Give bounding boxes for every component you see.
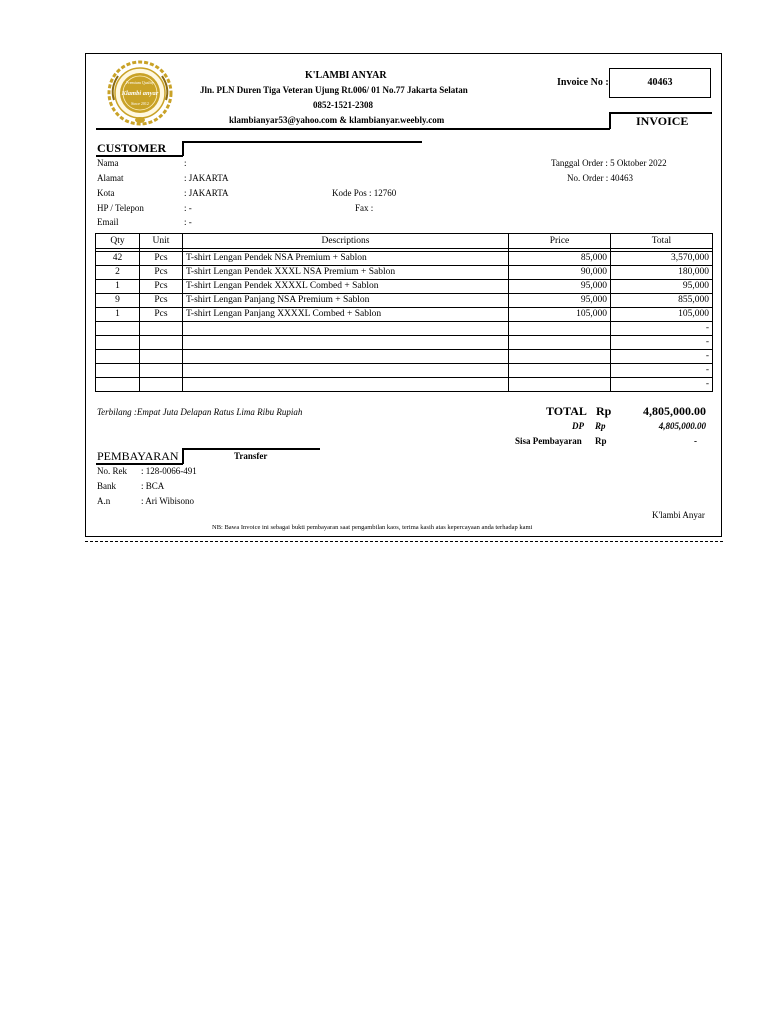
customer-email-value: : - (184, 217, 192, 227)
cell-unit (140, 364, 183, 378)
cell-price: 105,000 (509, 308, 611, 322)
table-header-row (96, 234, 713, 249)
total-rp: Rp (596, 404, 612, 418)
sisa-value: - (694, 436, 697, 446)
cell-description: T-shirt Lengan Panjang NSA Premium + Sablon (183, 294, 509, 308)
cell-total: - (611, 336, 713, 350)
order-number: No. Order : 40463 (567, 173, 633, 183)
table-row (96, 364, 713, 378)
bank-label: Bank (97, 481, 116, 491)
bank-value: : BCA (141, 481, 165, 491)
cell-qty (96, 350, 140, 364)
company-email-web: klambianyar53@yahoo.com & klambianyar.weebly.com (229, 115, 445, 125)
payment-heading-bracket (182, 448, 184, 464)
dp-value: 4,805,000.00 (658, 421, 706, 431)
cell-total: - (611, 322, 713, 336)
cell-total: - (611, 364, 713, 378)
cell-total: 3,570,000 (611, 252, 713, 266)
header-rule (96, 128, 610, 130)
cell-description: T-shirt Lengan Pendek XXXXL Combed + Sablon (183, 280, 509, 294)
invoice-no-value: 40463 (647, 77, 673, 88)
cell-unit: Pcs (140, 266, 183, 280)
cell-total: - (611, 378, 713, 392)
table-row (96, 322, 713, 336)
invoice-no-label: Invoice No : (557, 77, 609, 88)
cell-qty: 9 (96, 294, 140, 308)
cell-total: 855,000 (611, 294, 713, 308)
cell-unit (140, 350, 183, 364)
cell-price (509, 364, 611, 378)
terbilang-text: Terbilang :Empat Juta Delapan Ratus Lima Ribu Rupiah (97, 407, 303, 417)
cell-total: 180,000 (611, 266, 713, 280)
cell-price (509, 322, 611, 336)
sisa-label: Sisa Pembayaran (515, 436, 582, 446)
cell-qty (96, 378, 140, 392)
table-row (96, 280, 713, 294)
cell-description (183, 350, 509, 364)
svg-text:Klambi anyar: Klambi anyar (121, 90, 159, 97)
cell-description: T-shirt Lengan Pendek NSA Premium + Sablon (183, 252, 509, 266)
cell-description (183, 378, 509, 392)
cell-description (183, 364, 509, 378)
rek-label: No. Rek (97, 466, 127, 476)
cell-price: 95,000 (509, 294, 611, 308)
customer-name-label: Nama (97, 158, 119, 168)
invoice-title-bracket (609, 113, 611, 129)
header-qty: Qty (96, 234, 140, 249)
cell-qty (96, 364, 140, 378)
company-name: K'LAMBI ANYAR (305, 70, 387, 81)
customer-name-value: : (184, 158, 187, 168)
rek-value: : 128-0066-491 (141, 466, 197, 476)
cell-unit (140, 336, 183, 350)
cell-price (509, 336, 611, 350)
customer-heading: CUSTOMER (97, 141, 167, 155)
payment-method: Transfer (234, 451, 268, 461)
cell-price: 95,000 (509, 280, 611, 294)
header-descriptions: Descriptions (183, 234, 509, 249)
table-row (96, 378, 713, 392)
items-table (95, 233, 713, 392)
cell-qty: 1 (96, 280, 140, 294)
cell-unit: Pcs (140, 252, 183, 266)
cell-unit: Pcs (140, 280, 183, 294)
cell-price (509, 378, 611, 392)
sisa-rp: Rp (595, 436, 607, 446)
cut-line (85, 541, 723, 542)
payment-heading-underline (96, 463, 183, 465)
table-row (96, 252, 713, 266)
header-total: Total (611, 234, 713, 249)
cell-qty (96, 336, 140, 350)
svg-text:Premium Quality: Premium Quality (126, 80, 154, 85)
invoice-no-box (609, 68, 711, 98)
total-value: 4,805,000.00 (643, 404, 706, 418)
invoice-title: INVOICE (636, 114, 689, 128)
cell-total: 105,000 (611, 308, 713, 322)
customer-email-label: Email (97, 217, 119, 227)
table-row (96, 336, 713, 350)
cell-price (509, 350, 611, 364)
cell-unit: Pcs (140, 294, 183, 308)
cell-qty (96, 322, 140, 336)
customer-address-label: Alamat (97, 173, 124, 183)
company-phone: 0852-1521-2308 (313, 100, 373, 110)
total-label: TOTAL (546, 404, 587, 418)
customer-phone-label: HP / Telepon (97, 203, 144, 213)
cell-qty: 42 (96, 252, 140, 266)
table-row (96, 266, 713, 280)
an-label: A.n (97, 496, 111, 506)
company-address: Jln. PLN Duren Tiga Veteran Ujung Rt.006/ 01 No.77 Jakarta Selatan (200, 85, 468, 95)
svg-text:Since 2012: Since 2012 (131, 101, 149, 106)
table-row (96, 308, 713, 322)
cell-unit (140, 378, 183, 392)
customer-postal: Kode Pos : 12760 (332, 188, 397, 198)
customer-heading-underline (96, 155, 183, 157)
customer-fax: Fax : (355, 203, 374, 213)
dp-label: DP (572, 421, 584, 431)
footer-note: NB: Bawa Invoice ini sebagai bukti pembayaran saat pengambilan kaos, terima kasih atas kepercayaan anda terhadap kami (212, 524, 533, 531)
cell-qty: 2 (96, 266, 140, 280)
company-logo (106, 60, 174, 126)
header-unit: Unit (140, 234, 183, 249)
header-price: Price (509, 234, 611, 249)
cell-price: 85,000 (509, 252, 611, 266)
customer-address-value: : JAKARTA (184, 173, 229, 183)
customer-phone-value: : - (184, 203, 192, 213)
order-date: Tanggal Order : 5 Oktober 2022 (551, 158, 667, 168)
payment-heading-rule (182, 448, 320, 450)
laurel-badge-icon (106, 60, 174, 126)
table-row (96, 350, 713, 364)
an-value: : Ari Wibisono (141, 496, 194, 506)
cell-description (183, 336, 509, 350)
customer-city-label: Kota (97, 188, 115, 198)
cell-unit (140, 322, 183, 336)
dp-rp: Rp (595, 421, 606, 431)
payment-heading: PEMBAYARAN (97, 449, 179, 463)
cell-qty: 1 (96, 308, 140, 322)
customer-heading-rule (182, 141, 422, 143)
cell-description: T-shirt Lengan Pendek XXXL NSA Premium + Sablon (183, 266, 509, 280)
cell-unit: Pcs (140, 308, 183, 322)
cell-total: 95,000 (611, 280, 713, 294)
cell-description (183, 322, 509, 336)
cell-description: T-shirt Lengan Panjang XXXXL Combed + Sablon (183, 308, 509, 322)
signature-name: K'lambi Anyar (652, 510, 705, 520)
cell-price: 90,000 (509, 266, 611, 280)
customer-heading-bracket (182, 141, 184, 156)
cell-total: - (611, 350, 713, 364)
table-row (96, 294, 713, 308)
customer-city-value: : JAKARTA (184, 188, 229, 198)
